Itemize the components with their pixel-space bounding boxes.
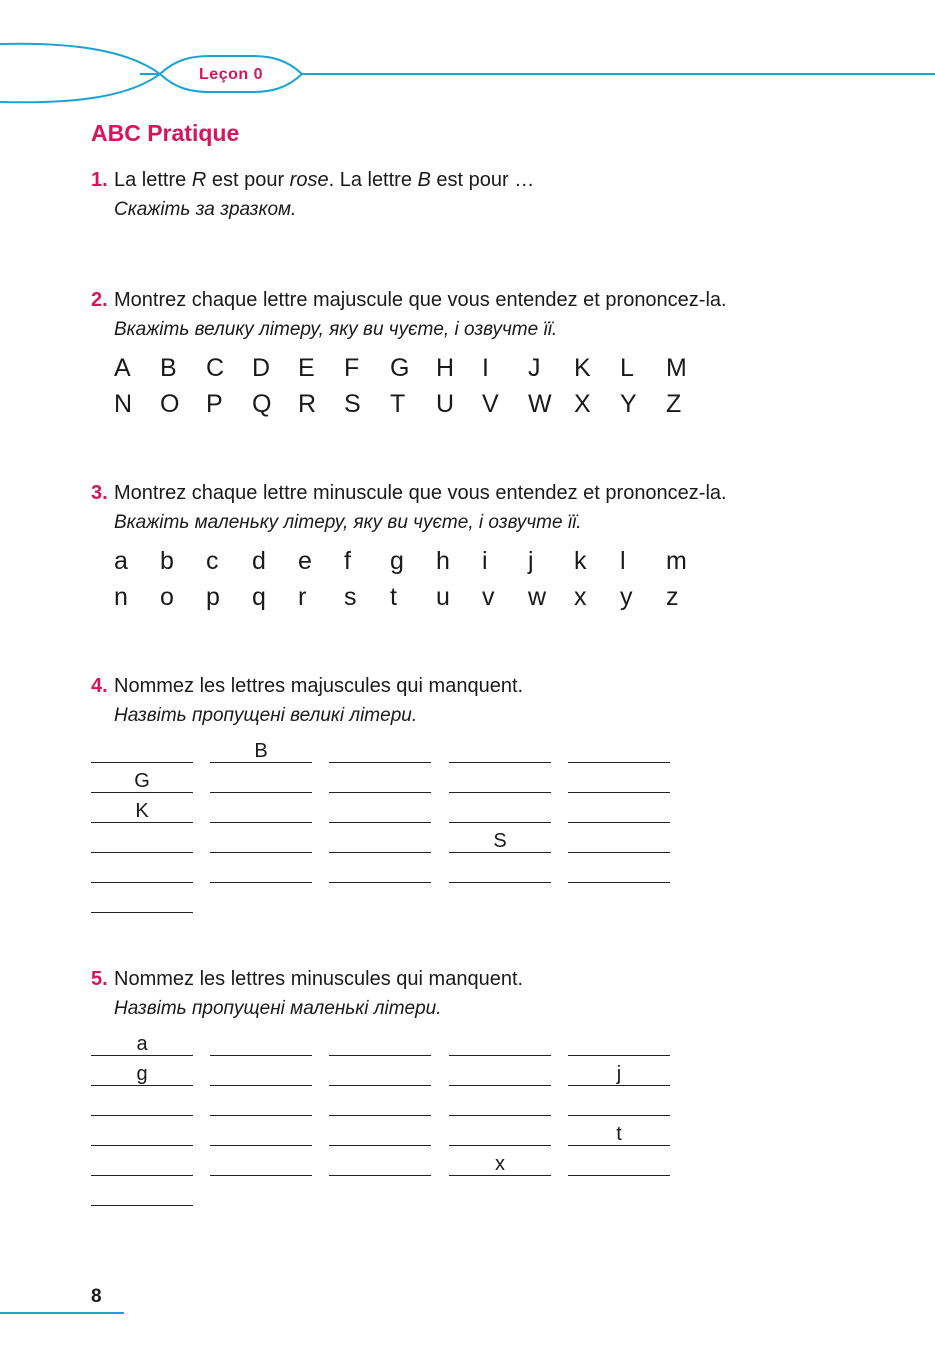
letter: f: [344, 546, 351, 575]
letter: b: [160, 546, 174, 575]
uppercase-letters-row: [91, 350, 891, 386]
letter-blank[interactable]: [449, 740, 551, 763]
letter: L: [620, 353, 634, 382]
page-number: 8: [91, 1286, 102, 1307]
letter: D: [252, 353, 271, 382]
letter: R: [298, 389, 317, 418]
exercise-1: [91, 166, 891, 224]
letter-blank[interactable]: [210, 1153, 312, 1176]
letter-blank[interactable]: [210, 770, 312, 793]
letter-blank[interactable]: [210, 860, 312, 883]
letter-blank[interactable]: S: [449, 830, 551, 853]
letter-blank[interactable]: [210, 830, 312, 853]
letter: F: [344, 353, 360, 382]
uppercase-letters-row: [91, 386, 891, 422]
letter-blank[interactable]: a: [91, 1033, 193, 1056]
letter-blank[interactable]: [568, 830, 670, 853]
letter: n: [114, 582, 128, 611]
section-title: ABC Pratique: [91, 120, 240, 146]
letter-blank[interactable]: [449, 770, 551, 793]
exercise-number: 2.: [91, 289, 108, 311]
letter: V: [482, 389, 499, 418]
letter: A: [114, 353, 131, 382]
letter: s: [344, 582, 357, 611]
letter-blank[interactable]: [449, 1093, 551, 1116]
footer-accent-line: [0, 1312, 124, 1314]
exercise-1-instruction: 1. La lettre R est pour rose. La lettre B est pour …: [91, 166, 891, 195]
letter: c: [206, 546, 219, 575]
exercise-number: 3.: [91, 482, 108, 504]
letter: u: [436, 582, 450, 611]
lesson-label: Leçon 0: [199, 66, 263, 83]
letter-blank[interactable]: [91, 1093, 193, 1116]
letter: S: [344, 389, 361, 418]
letter-blank[interactable]: t: [568, 1123, 670, 1146]
letter: k: [574, 546, 587, 575]
exercise-number: 5.: [91, 968, 108, 990]
letter: j: [528, 546, 534, 575]
letter-blank[interactable]: [568, 1033, 670, 1056]
letter: O: [160, 389, 180, 418]
letter: M: [666, 353, 687, 382]
exercise-4-instruction: 4. Nommez les lettres majuscules qui manquent.: [91, 672, 891, 701]
letter-blank[interactable]: B: [210, 740, 312, 763]
letter-blank[interactable]: K: [91, 800, 193, 823]
letter: J: [528, 353, 541, 382]
letter: p: [206, 582, 220, 611]
letter: r: [298, 582, 307, 611]
letter-blank[interactable]: [91, 1153, 193, 1176]
letter-blank[interactable]: [329, 1063, 431, 1086]
exercise-4-translation: Назвіть пропущені великі літери.: [114, 705, 418, 726]
letter-blank[interactable]: [329, 740, 431, 763]
letter-blank[interactable]: [449, 800, 551, 823]
letter-blank[interactable]: [329, 1123, 431, 1146]
letter-blank[interactable]: [329, 1033, 431, 1056]
exercise-1-translation: Скажіть за зразком.: [114, 199, 297, 220]
letter-blank[interactable]: [449, 860, 551, 883]
exercise-4: [91, 672, 891, 730]
exercise-number: 4.: [91, 675, 108, 697]
exercise-3: [91, 479, 891, 615]
letter-blank[interactable]: x: [449, 1153, 551, 1176]
lowercase-letters-row: [91, 579, 891, 615]
letter: e: [298, 546, 312, 575]
letter: B: [160, 353, 177, 382]
letter: t: [390, 582, 397, 611]
letter-blank[interactable]: [210, 1093, 312, 1116]
header-wave-decoration: [0, 0, 935, 110]
letter: h: [436, 546, 450, 575]
letter: a: [114, 546, 128, 575]
letter: q: [252, 582, 266, 611]
letter-blank[interactable]: [329, 800, 431, 823]
letter-blank[interactable]: [568, 800, 670, 823]
letter: H: [436, 353, 455, 382]
lowercase-letters-row: [91, 543, 891, 579]
letter: Z: [666, 389, 682, 418]
letter-blank[interactable]: [91, 1123, 193, 1146]
letter: W: [528, 389, 552, 418]
letter: Y: [620, 389, 637, 418]
letter: G: [390, 353, 410, 382]
letter-blank[interactable]: [210, 800, 312, 823]
letter: m: [666, 546, 687, 575]
letter-blank[interactable]: [329, 1093, 431, 1116]
letter: I: [482, 353, 489, 382]
letter: l: [620, 546, 626, 575]
letter-blank[interactable]: [329, 1153, 431, 1176]
letter-blank[interactable]: [91, 1183, 193, 1206]
exercise-3-translation: Вкажіть маленьку літеру, яку ви чуєте, і озвучте її.: [114, 512, 582, 533]
letter-blank[interactable]: [329, 830, 431, 853]
letter-blank[interactable]: [210, 1033, 312, 1056]
letter: K: [574, 353, 591, 382]
letter: o: [160, 582, 174, 611]
letter: x: [574, 582, 587, 611]
letter: y: [620, 582, 633, 611]
letter: U: [436, 389, 455, 418]
letter-blank[interactable]: [568, 1153, 670, 1176]
letter: Q: [252, 389, 272, 418]
letter-blank[interactable]: [91, 830, 193, 853]
letter-blank[interactable]: [91, 890, 193, 913]
letter-blank[interactable]: [568, 770, 670, 793]
letter: i: [482, 546, 488, 575]
letter-blank[interactable]: [91, 860, 193, 883]
exercise-2-translation: Вкажіть велику літеру, яку ви чуєте, і озвучте її.: [114, 319, 558, 340]
exercise-2: [91, 286, 891, 422]
letter: T: [390, 389, 406, 418]
exercise-5-translation: Назвіть пропущені маленькі літери.: [114, 998, 442, 1019]
letter-blank[interactable]: [210, 1063, 312, 1086]
letter: X: [574, 389, 591, 418]
letter: C: [206, 353, 225, 382]
exercise-number: 1.: [91, 169, 108, 191]
exercise-5-instruction: 5. Nommez les lettres minuscules qui manquent.: [91, 965, 891, 994]
letter-blank[interactable]: [568, 740, 670, 763]
letter-blank[interactable]: j: [568, 1063, 670, 1086]
letter-blank[interactable]: G: [91, 770, 193, 793]
letter: d: [252, 546, 266, 575]
letter-blank[interactable]: g: [91, 1063, 193, 1086]
letter-blank[interactable]: [329, 860, 431, 883]
letter-blank[interactable]: [449, 1063, 551, 1086]
letter: N: [114, 389, 133, 418]
letter: E: [298, 353, 315, 382]
exercise-2-instruction: 2. Montrez chaque lettre majuscule que vous entendez et prononcez-la.: [91, 286, 891, 315]
letter-blank[interactable]: [568, 860, 670, 883]
letter: v: [482, 582, 495, 611]
letter-blank[interactable]: [449, 1123, 551, 1146]
letter: w: [528, 582, 547, 611]
letter-blank[interactable]: [568, 1093, 670, 1116]
exercise-5: [91, 965, 891, 1023]
exercise-3-instruction: 3. Montrez chaque lettre minuscule que vous entendez et prononcez-la.: [91, 479, 891, 508]
letter: g: [390, 546, 404, 575]
letter-blank[interactable]: [91, 740, 193, 763]
letter-blank[interactable]: [449, 1033, 551, 1056]
letter-blank[interactable]: [210, 1123, 312, 1146]
letter: P: [206, 389, 223, 418]
letter-blank[interactable]: [329, 770, 431, 793]
letter: z: [666, 582, 679, 611]
